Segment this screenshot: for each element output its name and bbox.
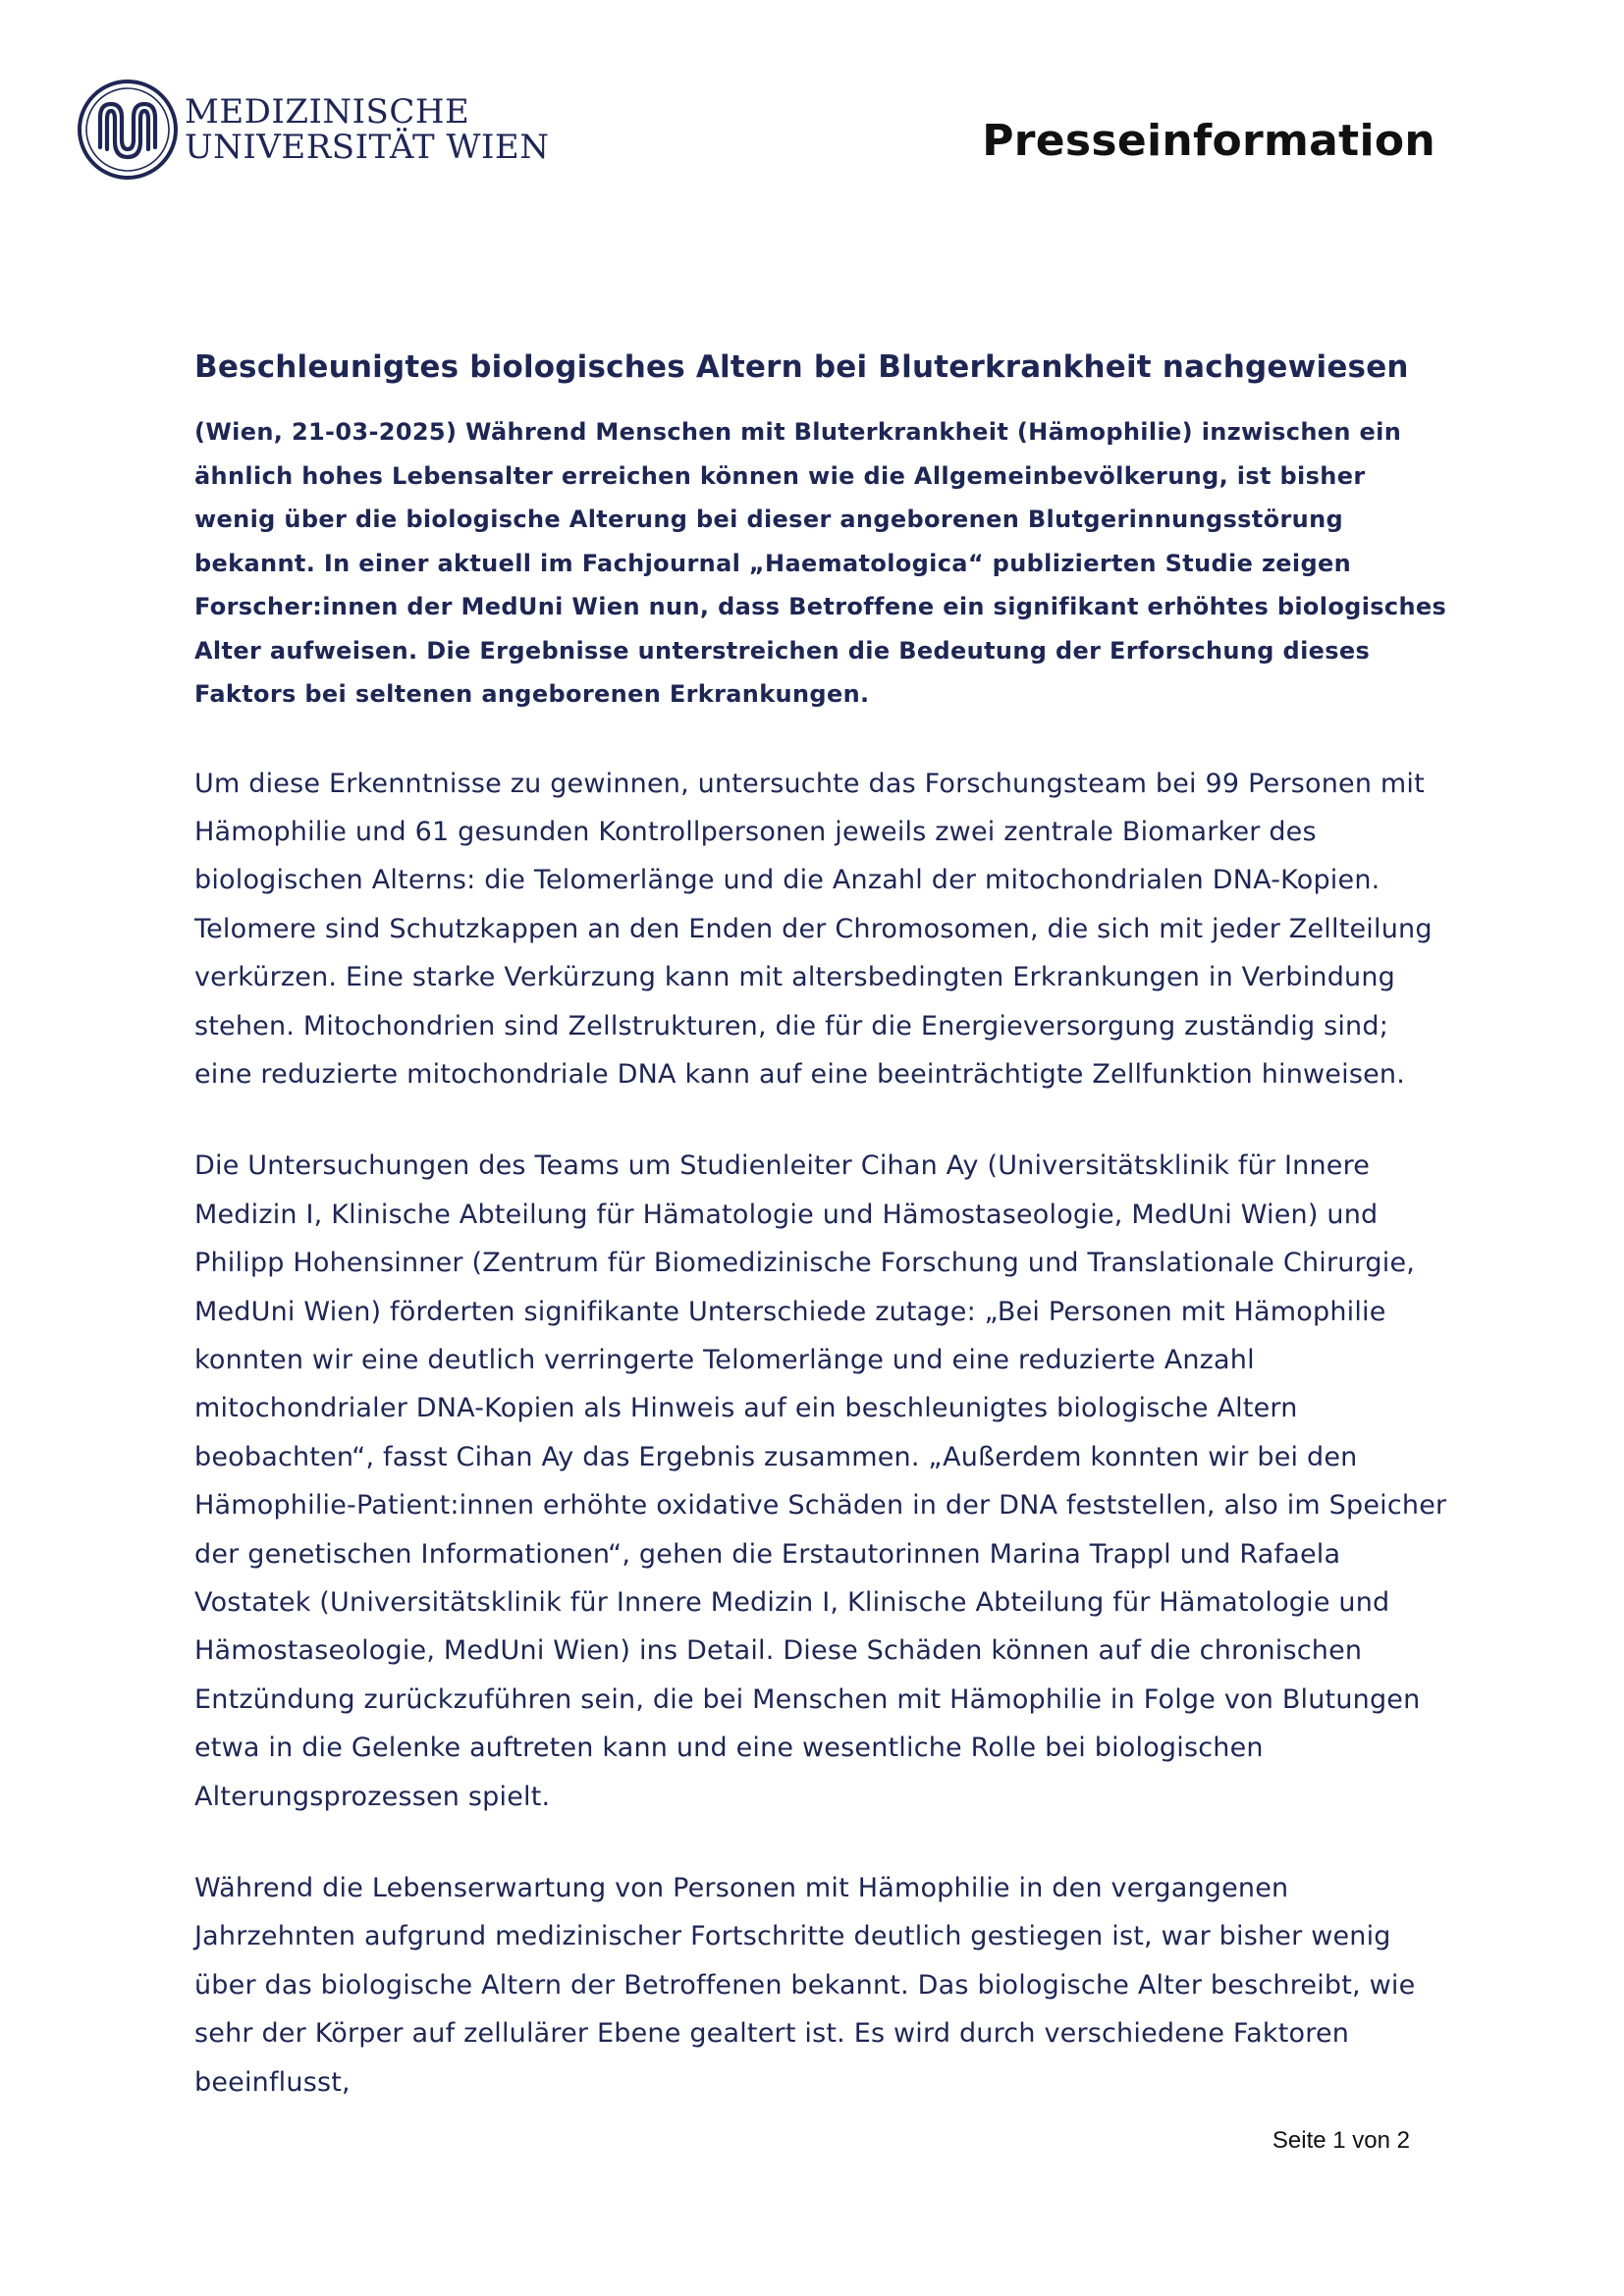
meduni-wien-logo-icon <box>77 79 179 181</box>
university-name-line2: UNIVERSITÄT WIEN <box>185 128 550 167</box>
article-paragraph: Die Untersuchungen des Teams um Studienleiter Cihan Ay (Universitätsklinik für Innere Medizin I, Klinische Abteilung für Hämatologie und Hämostaseologie, MedUni Wien) und Philipp Hohensinner (Zentrum für Biomedizinische Forschung und Translationale Chirurgie, MedUni Wien) förderten signifikante Unterschiede zutage: „Bei Personen mit Hämophilie konnten wir eine deutlich verringerte Telomerlänge und eine reduzierte Anzahl mitochondrialer DNA-Kopien als Hinweis auf ein beschleunigtes biologische Altern beobachten“, fasst Cihan Ay das Ergebnis zusammen. „Außerdem konnten wir bei den Hämophilie-Patient:innen erhöhte oxidative Schäden in der DNA feststellen, also im Speicher der genetischen Informationen“, gehen die Erstautorinnen Marina Trappl und Rafaela Vostatek (Universitätsklinik für Innere Medizin I, Klinische Abteilung für Hämatologie und Hämostaseologie, MedUni Wien) ins Detail. Diese Schäden können auf die chronischen Entzündung zurückzuführen sein, die bei Menschen mit Hämophilie in Folge von Blutungen etwa in die Gelenke auftreten kann und eine wesentliche Rolle bei biologischen Alterungsprozessen spielt. <box>194 1150 1447 1812</box>
article-lead: (Wien, 21-03-2025) Während Menschen mit Bluterkrankheit (Hämophilie) inzwischen ein ähnlich hohes Lebensalter erreichen können wie die Allgemeinbevölkerung, ist bisher wenig über die biologische Alterung bei dieser angeborenen Blutgerinnungsstörung bekannt. In einer aktuell im Fachjournal „Haematologica“ publizierten Studie zeigen Forscher:innen der MedUni Wien nun, dass Betroffene ein signifikant erhöhtes biologisches Alter aufweisen. Die Ergebnisse unterstreichen die Bedeutung der Erforschung dieses Faktors bei seltenen angeborenen Erkrankungen. <box>194 418 1447 708</box>
university-name-line1: MEDIZINISCHE <box>185 92 470 132</box>
page-number: Seite 1 von 2 <box>1272 2127 1410 2154</box>
article-headline: Beschleunigtes biologisches Altern bei Bluterkrankheit nachgewiesen <box>194 349 1409 385</box>
document-type-title: Presseinformation <box>982 116 1435 166</box>
university-name <box>185 94 549 165</box>
article-paragraph: Um diese Erkenntnisse zu gewinnen, untersuchte das Forschungsteam bei 99 Personen mit Hämophilie und 61 gesunden Kontrollpersonen jeweils zwei zentrale Biomarker des biologischen Alterns: die Telomerlänge und die Anzahl der mitochondrialen DNA-Kopien. Telomere sind Schutzkappen an den Enden der Chromosomen, die sich mit jeder Zellteilung verkürzen. Eine starke Verkürzung kann mit altersbedingten Erkrankungen in Verbindung stehen. Mitochondrien sind Zellstrukturen, die für die Energieversorgung zuständig sind; eine reduzierte mitochondriale DNA kann auf eine beeinträchtigte Zellfunktion hinweisen. <box>194 768 1433 1090</box>
article-body <box>194 346 1451 2107</box>
university-logo <box>77 79 550 187</box>
article-paragraph: Während die Lebenserwartung von Personen mit Hämophilie in den vergangenen Jahrzehnten aufgrund medizinischer Fortschritte deutlich gestiegen ist, war bisher wenig über das biologische Altern der Betroffenen bekannt. Das biologische Alter beschreibt, wie sehr der Körper auf zellulärer Ebene gealtert ist. Es wird durch verschiedene Faktoren beeinflusst, <box>194 1873 1416 2098</box>
